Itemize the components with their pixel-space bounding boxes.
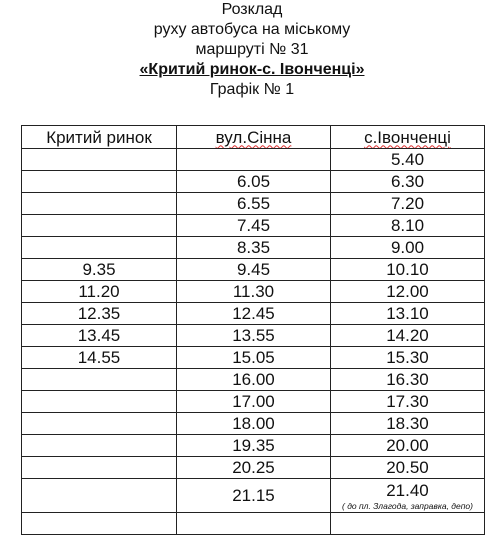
table-cell: 14.55 — [22, 347, 177, 369]
table-cell — [22, 193, 177, 215]
table-cell — [22, 215, 177, 237]
table-cell: 12.35 — [22, 303, 177, 325]
table-cell: 20.25 — [177, 457, 331, 479]
table-cell: 17.00 — [177, 391, 331, 413]
title-line-3: маршруті № 31 — [195, 41, 309, 58]
table-cell: 9.00 — [331, 237, 485, 259]
table-row — [22, 479, 485, 513]
schedule-header — [0, 0, 504, 100]
table-cell: 16.00 — [177, 369, 331, 391]
title-line-2: руху автобуса на міському — [153, 21, 351, 38]
table-cell: 6.55 — [177, 193, 331, 215]
table-cell — [22, 457, 177, 479]
table-cell: 12.45 — [177, 303, 331, 325]
column-header-vul-sinna-text: вул.Сінна — [215, 127, 292, 147]
table-cell: 16.30 — [331, 369, 485, 391]
table-cell: 11.20 — [22, 281, 177, 303]
table-row — [22, 171, 485, 193]
table-cell: 7.20 — [331, 193, 485, 215]
table-cell — [331, 513, 485, 535]
table-cell: 7.45 — [177, 215, 331, 237]
table-cell — [177, 513, 331, 535]
table-cell: 8.10 — [331, 215, 485, 237]
table-cell: 18.30 — [331, 413, 485, 435]
table-cell: 15.30 — [331, 347, 485, 369]
table-row — [22, 237, 485, 259]
table-cell — [22, 513, 177, 535]
table-row — [22, 513, 485, 535]
table-row — [22, 193, 485, 215]
table-cell: 6.05 — [177, 171, 331, 193]
table-cell: 13.55 — [177, 325, 331, 347]
timetable-header-row — [22, 126, 485, 149]
table-row — [22, 457, 485, 479]
table-cell: 9.45 — [177, 259, 331, 281]
table-cell: 15.05 — [177, 347, 331, 369]
table-row — [22, 215, 485, 237]
table-row — [22, 149, 485, 171]
table-cell — [22, 391, 177, 413]
table-cell: 19.35 — [177, 435, 331, 457]
table-cell: 20.50 — [331, 457, 485, 479]
table-row — [22, 259, 485, 281]
table-cell — [22, 369, 177, 391]
table-row — [22, 391, 485, 413]
table-row — [22, 435, 485, 457]
table-cell — [22, 171, 177, 193]
route-note: ( до пл. Злагода, заправка, депо) — [342, 501, 473, 511]
table-cell: 13.45 — [22, 325, 177, 347]
table-cell: 14.20 — [331, 325, 485, 347]
table-cell: 5.40 — [331, 149, 485, 171]
column-header-vul-sinna — [177, 126, 331, 149]
table-cell: 12.00 — [331, 281, 485, 303]
table-cell: 6.30 — [331, 171, 485, 193]
route-name — [0, 60, 504, 80]
title-line-1: Розклад — [221, 1, 283, 18]
table-cell: 10.10 — [331, 259, 485, 281]
table-row — [22, 281, 485, 303]
route-name-text: «Критий ринок-с. Івонченці» — [139, 61, 365, 78]
table-cell — [22, 479, 177, 513]
column-header-krytyi-rynok: Критий ринок — [22, 126, 177, 149]
table-cell — [177, 149, 331, 171]
table-cell: 13.10 — [331, 303, 485, 325]
schedule-number: Графік № 1 — [209, 81, 295, 98]
table-cell: 21.15 — [177, 479, 331, 513]
table-cell: 18.00 — [177, 413, 331, 435]
table-row — [22, 303, 485, 325]
table-cell — [22, 149, 177, 171]
table-cell-with-note — [331, 479, 485, 513]
table-cell: 20.00 — [331, 435, 485, 457]
column-header-ivonchentsi-text: с.Івонченці — [364, 127, 451, 147]
table-cell — [22, 237, 177, 259]
column-header-ivonchentsi — [331, 126, 485, 149]
table-row — [22, 347, 485, 369]
table-row — [22, 369, 485, 391]
table-cell: 9.35 — [22, 259, 177, 281]
table-cell-time: 21.40 — [386, 481, 429, 500]
timetable — [21, 125, 485, 535]
table-cell — [22, 435, 177, 457]
table-cell — [22, 413, 177, 435]
table-row — [22, 413, 485, 435]
table-cell: 17.30 — [331, 391, 485, 413]
table-cell: 8.35 — [177, 237, 331, 259]
table-cell: 11.30 — [177, 281, 331, 303]
table-row — [22, 325, 485, 347]
